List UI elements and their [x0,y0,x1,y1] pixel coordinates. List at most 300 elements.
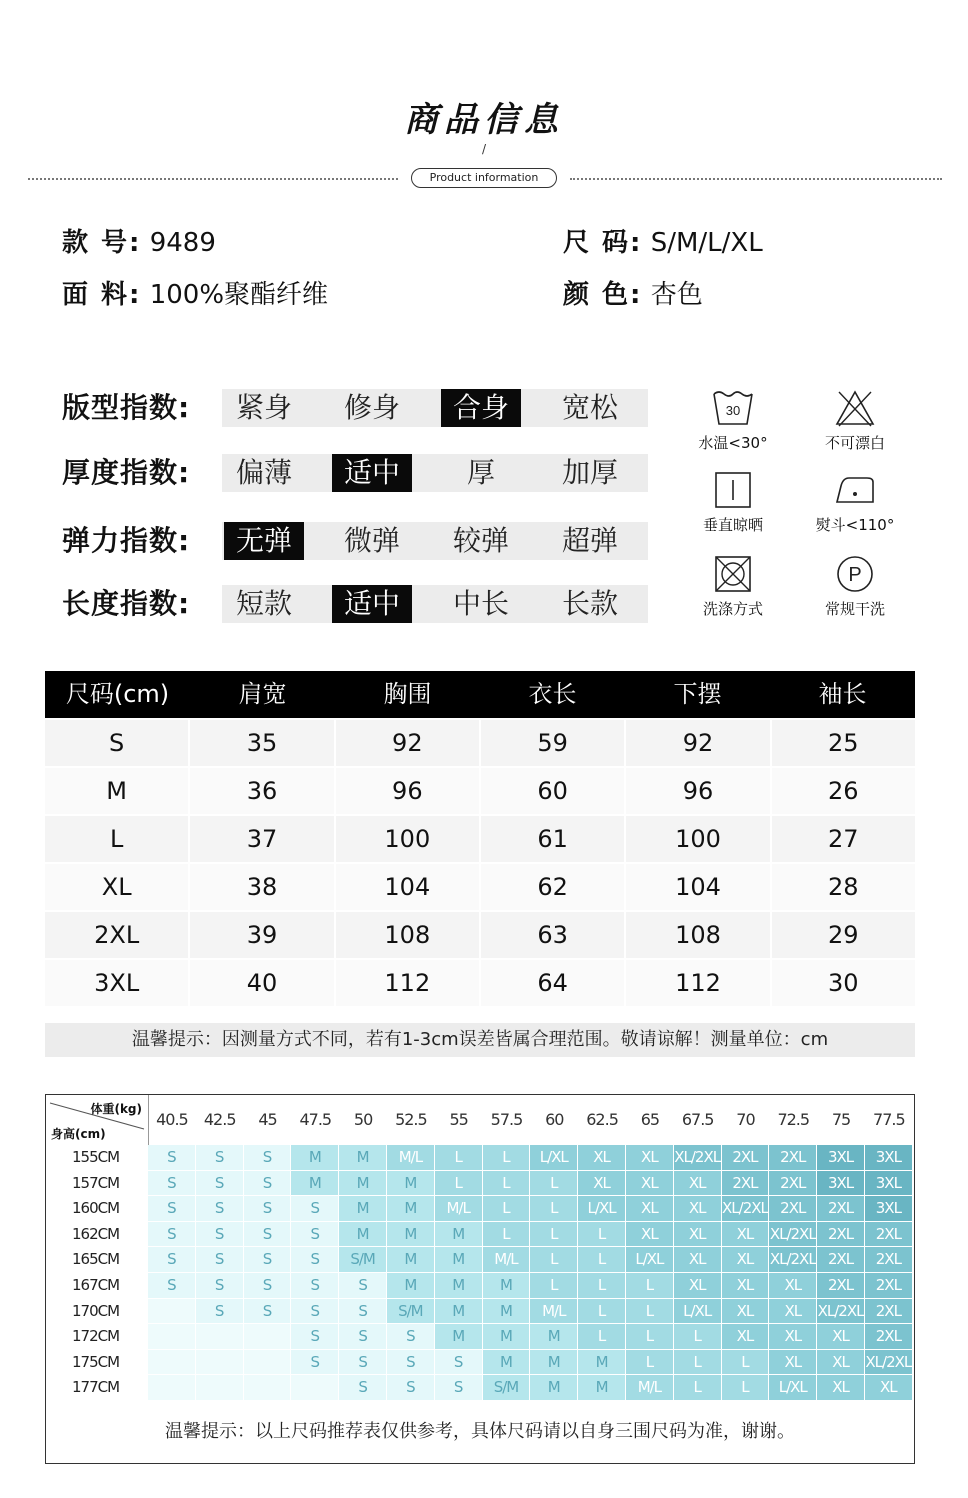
recommend-cell: S [291,1350,338,1375]
recommend-cell: S [148,1145,195,1170]
recommend-cell: M/L [435,1196,482,1221]
recommend-cell: M [435,1222,482,1247]
recommend-cell: S [148,1273,195,1298]
recommend-cell: XL [674,1247,721,1272]
index-option-selected: 合身 [441,389,521,427]
table-cell: 96 [336,768,479,814]
recommend-cell: XL [769,1350,816,1375]
recommend-cell: S [244,1222,291,1247]
recommend-cell: S [196,1196,243,1221]
recommend-cell: M [483,1273,530,1298]
table-cell: 60 [481,768,624,814]
recommend-cell: 2XL [769,1171,816,1196]
measurement-tip: 温馨提示：因测量方式不同，若有1-3cm误差皆属合理范围。敬请谅解！测量单位：cm [45,1023,915,1057]
wash-30-icon [711,388,755,428]
recommend-cell: M [339,1171,386,1196]
index-row [62,454,648,492]
index-label: 弹力指数: [62,524,191,557]
recommend-cell: S [291,1273,338,1298]
height-label: 167CM [72,1275,120,1294]
recommend-row [46,1196,913,1222]
recommend-cell: XL [722,1222,769,1247]
recommend-cell: L/XL [626,1247,673,1272]
height-label: 165CM [72,1250,120,1269]
recommend-cell: S/M [339,1247,386,1272]
recommend-cell: XL [722,1324,769,1349]
weight-header-cell: 57.5 [490,1110,523,1129]
recommend-cell: M [291,1171,338,1196]
recommend-cell: S [387,1350,434,1375]
recommend-cell: L/XL [769,1375,816,1400]
index-label: 长度指数: [62,587,191,620]
recommend-cell: XL [722,1299,769,1324]
recommend-cell: S [339,1299,386,1324]
care-label-wash-method: 洗涤方式 [702,600,763,618]
recommend-cell: M [483,1299,530,1324]
table-row [45,720,915,766]
table-cell: 40 [190,960,333,1006]
svg-text:30: 30 [725,403,741,418]
recommend-cell: M [387,1273,434,1298]
table-cell: 62 [481,864,624,910]
table-row [45,960,915,1006]
recommend-row [46,1222,913,1248]
recommend-cell: L [483,1171,530,1196]
recommend-cell: M [435,1247,482,1272]
size-table [45,671,915,1006]
table-cell: 25 [772,720,915,766]
recommend-cell: 3XL [865,1171,912,1196]
recommend-cell: XL [769,1299,816,1324]
recommend-cell: M [387,1222,434,1247]
recommend-cell: L [483,1145,530,1170]
care-label-iron: 熨斗<110° [815,516,895,534]
table-cell: 30 [772,960,915,1006]
recommend-cell: M/L [530,1299,577,1324]
recommend-cell [244,1350,291,1375]
recommend-cell: XL [626,1196,673,1221]
no-tumble-icon [711,554,755,594]
recommend-cell: XL [578,1145,625,1170]
care-label-dry: 垂直晾晒 [702,516,763,534]
index-row [62,389,648,427]
recommend-cell [244,1375,291,1400]
recommend-cell: L [674,1350,721,1375]
index-row [62,522,648,560]
index-option: 厚 [466,456,495,489]
recommend-cell: 2XL [722,1145,769,1170]
table-cell: 108 [336,912,479,958]
recommend-cell: 2XL [817,1247,864,1272]
recommend-cell: L [578,1247,625,1272]
size-table-header-cell: 袖长 [818,680,867,708]
recommend-cell: L [578,1324,625,1349]
index-option-selected: 无弹 [224,522,304,560]
recommend-cell: XL/2XL [817,1299,864,1324]
recommend-cell [196,1350,243,1375]
recommend-cell [196,1324,243,1349]
recommend-cell: XL [817,1350,864,1375]
index-option-selected: 适中 [332,585,412,623]
table-cell: 26 [772,768,915,814]
recommend-cell: S [244,1247,291,1272]
size-info [563,222,763,259]
recommend-cell: S [291,1299,338,1324]
weight-header-row [148,1095,913,1145]
recommend-cell [148,1350,195,1375]
divider-left [28,178,398,180]
table-row [45,768,915,814]
recommend-cell: S [196,1273,243,1298]
recommend-cell: S [291,1222,338,1247]
table-cell: 92 [626,720,769,766]
recommend-cell: S [148,1247,195,1272]
index-option: 紧身 [235,391,292,424]
recommend-row [46,1324,913,1350]
recommend-cell: XL [674,1196,721,1221]
recommend-cell: M [435,1299,482,1324]
table-cell: 104 [626,864,769,910]
table-cell: 59 [481,720,624,766]
table-cell: S [45,720,188,766]
recommend-cell: L [483,1196,530,1221]
index-option: 中长 [452,587,509,620]
care-hang-dry [678,470,788,535]
recommend-cell: S [244,1273,291,1298]
recommend-cell: 2XL [769,1196,816,1221]
recommend-cell: XL [722,1247,769,1272]
recommend-cell: XL [817,1324,864,1349]
title-slash: / [481,142,487,156]
recommend-cell: XL [769,1273,816,1298]
recommend-cell [196,1375,243,1400]
recommend-cell: L [530,1196,577,1221]
recommend-cell: XL/2XL [865,1350,912,1375]
chart-corner [46,1095,149,1145]
recommend-cell: 2XL [865,1299,912,1324]
recommend-cell: L [578,1299,625,1324]
recommend-cell: L/XL [530,1145,577,1170]
table-cell: 100 [336,816,479,862]
recommend-cell: L [578,1273,625,1298]
recommend-cell: S/M [387,1299,434,1324]
recommend-cell: XL/2XL [769,1247,816,1272]
recommend-cell: XL [674,1222,721,1247]
svg-text:P: P [848,564,862,586]
table-cell: M [45,768,188,814]
weight-header-cell: 65 [640,1110,660,1129]
fabric-info [62,274,328,311]
height-label: 162CM [72,1224,120,1243]
table-cell: 37 [190,816,333,862]
recommend-cell: 3XL [817,1171,864,1196]
recommend-cell: S [339,1375,386,1400]
weight-header-cell: 75 [831,1110,851,1129]
recommend-cell: L [578,1222,625,1247]
recommend-cell: M/L [626,1375,673,1400]
recommend-cell: 3XL [817,1145,864,1170]
table-cell: XL [45,864,188,910]
table-cell: 27 [772,816,915,862]
table-cell: 28 [772,864,915,910]
index-row [62,585,648,623]
index-option: 修身 [343,391,400,424]
recommend-cell: XL [674,1171,721,1196]
recommend-cell: S [387,1324,434,1349]
height-axis-label: 身高(cm) [51,1127,106,1141]
index-option-selected: 适中 [332,454,412,492]
recommend-cell: S [339,1273,386,1298]
recommend-cell: L [722,1350,769,1375]
recommend-cell: S [291,1247,338,1272]
style-number-label: 款 号: [62,228,142,258]
care-label-wash: 水温<30° [698,434,768,452]
recommend-cell: L [530,1247,577,1272]
recommend-grid [46,1145,913,1401]
recommend-cell: XL [674,1273,721,1298]
weight-header-cell: 47.5 [299,1110,332,1129]
recommend-row [46,1171,913,1197]
table-cell: 108 [626,912,769,958]
height-label: 172CM [72,1327,120,1346]
recommend-cell: XL [626,1171,673,1196]
subtitle-pill: Product information [411,168,557,188]
table-cell: 39 [190,912,333,958]
recommend-cell: S [387,1375,434,1400]
recommend-cell: S [244,1171,291,1196]
table-row [45,816,915,862]
recommend-cell: M [291,1145,338,1170]
recommend-cell: S [196,1247,243,1272]
weight-header-cell: 52.5 [395,1110,427,1129]
table-cell: 63 [481,912,624,958]
recommend-cell: S [196,1222,243,1247]
recommend-row [46,1247,913,1273]
weight-header-cell: 77.5 [873,1110,905,1129]
page-title: 商品信息 [404,100,564,140]
recommend-cell: 2XL [865,1324,912,1349]
size-table-header-cell: 胸围 [383,680,432,708]
weight-header-cell: 70 [736,1110,755,1129]
recommend-cell: M [387,1171,434,1196]
recommend-cell: S [196,1299,243,1324]
size-recommend-chart [45,1094,915,1464]
recommend-row [46,1350,913,1376]
recommend-cell [291,1375,338,1400]
recommend-cell: M [435,1273,482,1298]
recommend-cell: L [435,1145,482,1170]
recommend-cell: L [722,1375,769,1400]
recommend-cell: 2XL [817,1273,864,1298]
recommend-cell: M [530,1375,577,1400]
recommend-cell: M [387,1247,434,1272]
height-label: 175CM [72,1352,120,1371]
height-label: 155CM [72,1148,120,1166]
recommend-cell: M [483,1324,530,1349]
recommend-cell: M [530,1350,577,1375]
height-label: 170CM [72,1301,120,1320]
divider-right [570,178,942,180]
table-cell: 104 [336,864,479,910]
color-value: 杏色 [650,280,703,310]
recommend-cell: M/L [483,1247,530,1272]
recommend-cell: S [339,1324,386,1349]
weight-header-cell: 45 [258,1110,277,1129]
recommend-cell: S [244,1145,291,1170]
recommend-cell: 2XL [722,1171,769,1196]
hang-dry-icon [711,470,755,510]
weight-header-cell: 67.5 [681,1110,714,1129]
recommend-cell: 2XL [817,1196,864,1221]
recommend-cell: 2XL [769,1145,816,1170]
recommend-cell: L [483,1222,530,1247]
recommend-cell: XL [865,1375,912,1400]
recommend-cell: S [196,1171,243,1196]
weight-header-cell: 72.5 [777,1110,810,1129]
recommend-cell: 2XL [865,1273,912,1298]
weight-axis-label: 体重(kg) [90,1102,142,1116]
recommend-cell [148,1299,195,1324]
recommend-cell: 2XL [865,1222,912,1247]
recommend-cell: S [148,1222,195,1247]
recommend-row [46,1375,913,1401]
recommend-cell: S [339,1350,386,1375]
recommend-cell: M [530,1324,577,1349]
table-cell: 112 [336,960,479,1006]
recommend-cell: XL [626,1145,673,1170]
recommend-tip: 温馨提示：以上尺码推荐表仅供参考，具体尺码请以自身三围尺码为准，谢谢。 [165,1421,795,1442]
recommend-cell: M [435,1324,482,1349]
recommend-cell: S [244,1299,291,1324]
dry-clean-p-icon [833,554,877,594]
recommend-row [46,1299,913,1325]
weight-header-cell: 55 [449,1110,468,1129]
weight-header-cell: 50 [353,1110,373,1129]
table-cell: L [45,816,188,862]
recommend-cell: L [435,1171,482,1196]
recommend-cell: S [148,1171,195,1196]
care-iron [800,470,910,535]
table-cell: 29 [772,912,915,958]
recommend-cell: L [626,1350,673,1375]
no-bleach-icon [833,388,877,428]
weight-header-cell: 60 [545,1110,564,1129]
recommend-cell: L/XL [578,1196,625,1221]
recommend-cell: XL [626,1222,673,1247]
recommend-cell: XL/2XL [674,1145,721,1170]
index-option: 短款 [235,587,292,620]
size-table-header-cell: 肩宽 [238,680,287,708]
table-cell: 2XL [45,912,188,958]
color-label: 颜 色: [563,280,643,310]
recommend-cell: S [196,1145,243,1170]
recommend-cell: S [291,1196,338,1221]
recommend-cell: L [626,1324,673,1349]
table-cell: 64 [481,960,624,1006]
fabric-label: 面 料: [62,280,142,310]
recommend-cell: M [578,1375,625,1400]
table-cell: 100 [626,816,769,862]
recommend-cell: M [339,1222,386,1247]
height-label: 160CM [72,1199,120,1218]
recommend-cell: S [244,1196,291,1221]
table-row [45,912,915,958]
recommend-cell: XL [817,1375,864,1400]
recommend-cell: M [339,1145,386,1170]
recommend-cell: 2XL [817,1222,864,1247]
recommend-cell [148,1324,195,1349]
recommend-row [46,1273,913,1299]
recommend-cell: XL/2XL [769,1222,816,1247]
fabric-value: 100%聚酯纤维 [149,280,329,310]
table-cell: 3XL [45,960,188,1006]
index-option: 加厚 [561,456,618,489]
table-cell: 96 [626,768,769,814]
recommend-cell: 2XL [865,1247,912,1272]
weight-header-cell: 42.5 [203,1110,236,1129]
size-table-header-cell: 衣长 [528,680,577,708]
recommend-cell [148,1375,195,1400]
index-label: 厚度指数: [62,456,191,489]
weight-header-cell: 62.5 [586,1110,618,1129]
recommend-cell: M [578,1350,625,1375]
color-info [563,274,703,311]
index-option: 较弹 [452,524,509,557]
recommend-cell: L [530,1273,577,1298]
size-value: S/M/L/XL [650,228,763,258]
size-table-header-cell: 尺码(cm) [65,680,170,708]
recommend-cell: L/XL [674,1299,721,1324]
recommend-cell: 3XL [865,1196,912,1221]
table-cell: 61 [481,816,624,862]
recommend-cell: M [387,1196,434,1221]
care-no-bleach [800,388,910,453]
recommend-cell: L [626,1273,673,1298]
recommend-cell: S [148,1196,195,1221]
weight-header-cell: 40.5 [156,1110,188,1129]
index-option: 超弹 [561,524,618,557]
recommend-cell: XL/2XL [722,1196,769,1221]
recommend-cell: XL [722,1273,769,1298]
style-number-value: 9489 [149,228,216,258]
recommend-cell [244,1324,291,1349]
recommend-cell: M/L [387,1145,434,1170]
index-option: 长款 [561,587,618,620]
care-wash-method [678,554,788,619]
index-option: 宽松 [561,391,618,424]
recommend-cell: L [626,1299,673,1324]
recommend-cell: XL [578,1171,625,1196]
recommend-cell: S [435,1350,482,1375]
table-cell: 92 [336,720,479,766]
care-label-bleach: 不可漂白 [824,434,885,452]
height-label: 157CM [72,1173,120,1192]
table-cell: 112 [626,960,769,1006]
recommend-cell: M [483,1350,530,1375]
height-label: 177CM [72,1378,120,1397]
table-cell: 35 [190,720,333,766]
recommend-cell: L [530,1171,577,1196]
index-option: 偏薄 [235,456,292,489]
table-row [45,864,915,910]
recommend-cell: S [291,1324,338,1349]
care-wash-30 [678,388,788,453]
recommend-cell: XL [769,1324,816,1349]
iron-110-icon [833,470,877,510]
recommend-row [46,1145,913,1171]
recommend-cell: L [674,1375,721,1400]
recommend-cell: S [435,1375,482,1400]
